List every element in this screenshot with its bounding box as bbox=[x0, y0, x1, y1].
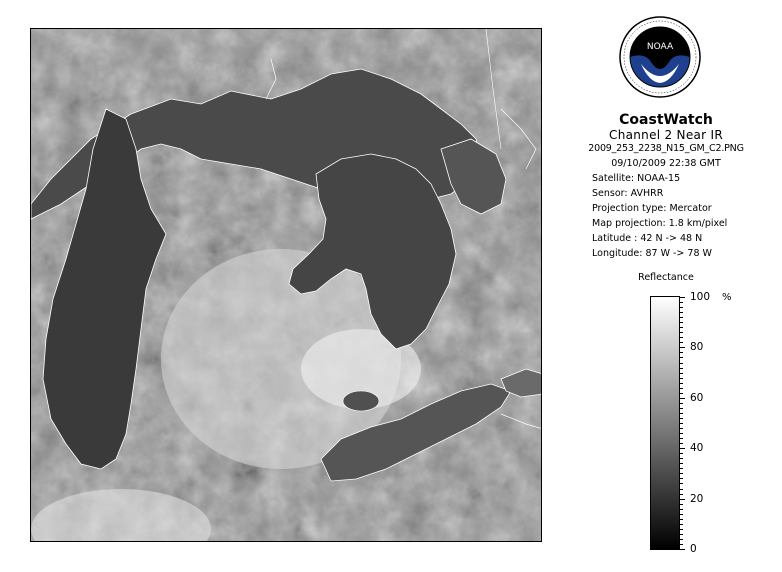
colorbar-minor-tick bbox=[680, 337, 683, 338]
colorbar-minor-tick bbox=[680, 423, 683, 424]
satellite: Satellite: NOAA-15 bbox=[592, 173, 681, 184]
map-canvas bbox=[31, 29, 542, 542]
longitude: Longitude: 87 W -> 78 W bbox=[592, 248, 712, 259]
colorbar-tick-label: 60 bbox=[690, 391, 704, 404]
colorbar-minor-tick bbox=[680, 509, 683, 510]
colorbar-minor-tick bbox=[680, 534, 683, 535]
colorbar-minor-tick bbox=[680, 478, 683, 479]
colorbar-minor-tick bbox=[680, 463, 683, 464]
colorbar-minor-tick bbox=[680, 443, 683, 444]
colorbar-minor-tick bbox=[680, 504, 683, 505]
colorbar-minor-tick bbox=[680, 433, 683, 434]
projection-type: Projection type: Mercator bbox=[592, 203, 712, 214]
colorbar-minor-tick bbox=[680, 539, 683, 540]
lake-st-clair bbox=[343, 391, 379, 411]
colorbar-tick-label: 0 bbox=[690, 543, 697, 555]
legend-unit: % bbox=[722, 292, 732, 303]
metadata-panel bbox=[560, 112, 772, 261]
colorbar-tick bbox=[680, 297, 685, 298]
colorbar-tick-label: 40 bbox=[690, 442, 704, 455]
colorbar-tick bbox=[680, 499, 685, 500]
sensor: Sensor: AVHRR bbox=[592, 188, 664, 199]
colorbar-minor-tick bbox=[680, 514, 683, 515]
colorbar-minor-tick bbox=[680, 438, 683, 439]
colorbar-minor-tick bbox=[680, 458, 683, 459]
colorbar-tick bbox=[680, 347, 685, 348]
colorbar-minor-tick bbox=[680, 388, 683, 389]
legend-title: Reflectance bbox=[638, 272, 694, 283]
colorbar-minor-tick bbox=[680, 357, 683, 358]
latitude: Latitude : 42 N -> 48 N bbox=[592, 233, 703, 244]
colorbar-tick bbox=[680, 448, 685, 449]
colorbar-minor-tick bbox=[680, 302, 683, 303]
colorbar-minor-tick bbox=[680, 519, 683, 520]
colorbar-minor-tick bbox=[680, 327, 683, 328]
datetime: 09/10/2009 22:38 GMT bbox=[611, 158, 721, 169]
colorbar-minor-tick bbox=[680, 489, 683, 490]
colorbar-minor-tick bbox=[680, 408, 683, 409]
colorbar-minor-tick bbox=[680, 307, 683, 308]
colorbar-minor-tick bbox=[680, 373, 683, 374]
reflectance-colorbar bbox=[650, 296, 680, 550]
brand-title: CoastWatch bbox=[619, 112, 713, 128]
colorbar-minor-tick bbox=[680, 322, 683, 323]
channel-name: Channel 2 Near IR bbox=[609, 128, 723, 142]
colorbar-tick-label: 20 bbox=[690, 492, 704, 505]
colorbar-minor-tick bbox=[680, 363, 683, 364]
colorbar-minor-tick bbox=[680, 317, 683, 318]
colorbar-minor-tick bbox=[680, 453, 683, 454]
file-name: 2009_253_2238_N15_GM_C2.PNG bbox=[588, 143, 744, 154]
colorbar-tick bbox=[680, 549, 685, 550]
colorbar-minor-tick bbox=[680, 418, 683, 419]
colorbar-minor-tick bbox=[680, 483, 683, 484]
colorbar-minor-tick bbox=[680, 352, 683, 353]
satellite-map bbox=[30, 28, 542, 542]
colorbar-minor-tick bbox=[680, 383, 683, 384]
colorbar-tick-label: 80 bbox=[690, 341, 704, 354]
colorbar-minor-tick bbox=[680, 413, 683, 414]
colorbar-minor-tick bbox=[680, 544, 683, 545]
colorbar-tick bbox=[680, 398, 685, 399]
colorbar-minor-tick bbox=[680, 529, 683, 530]
logo-text: NOAA bbox=[646, 42, 674, 52]
colorbar-minor-tick bbox=[680, 473, 683, 474]
colorbar-minor-tick bbox=[680, 368, 683, 369]
colorbar-minor-tick bbox=[680, 393, 683, 394]
map-projection: Map projection: 1.8 km/pixel bbox=[592, 218, 728, 229]
colorbar-minor-tick bbox=[680, 332, 683, 333]
noaa-logo bbox=[619, 16, 701, 98]
colorbar-minor-tick bbox=[680, 403, 683, 404]
colorbar-minor-tick bbox=[680, 524, 683, 525]
colorbar-minor-tick bbox=[680, 342, 683, 343]
colorbar-minor-tick bbox=[680, 494, 683, 495]
colorbar-minor-tick bbox=[680, 312, 683, 313]
colorbar-minor-tick bbox=[680, 468, 683, 469]
colorbar-minor-tick bbox=[680, 378, 683, 379]
colorbar-minor-tick bbox=[680, 428, 683, 429]
colorbar-tick-label: 100 bbox=[690, 291, 711, 303]
